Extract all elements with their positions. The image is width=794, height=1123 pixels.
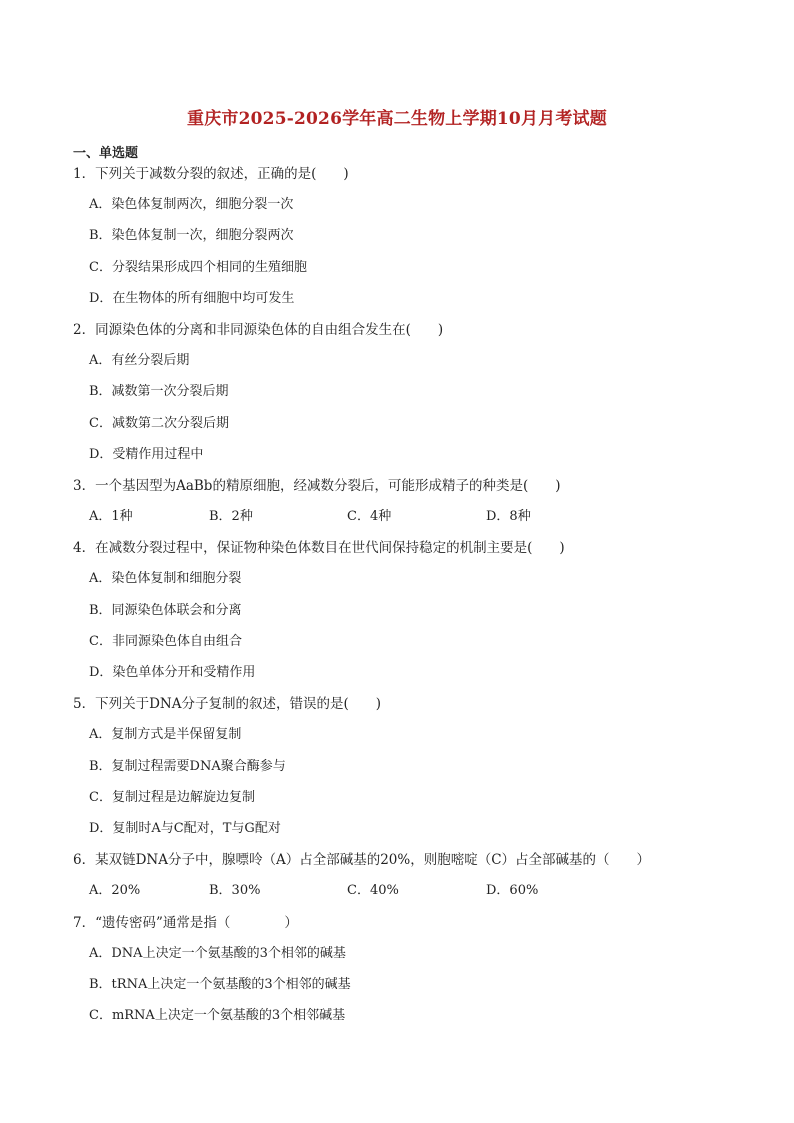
option-c: C．分裂结果形成四个相同的生殖细胞	[89, 259, 307, 275]
option-c: C．mRNA上决定一个氨基酸的3个相邻碱基	[89, 1008, 346, 1024]
option-d: D．染色单体分开和受精作用	[89, 665, 256, 680]
question-2	[73, 320, 733, 476]
option-a: A．1种	[89, 509, 133, 525]
option-b: B．减数第一次分裂后期	[89, 384, 229, 400]
option-d: D．在生物体的所有细胞中均可发生	[89, 290, 295, 306]
question-6	[73, 850, 733, 912]
question-5	[73, 694, 733, 850]
question-3	[73, 476, 733, 538]
option-a: A．染色体复制和细胞分裂	[89, 571, 242, 587]
option-list	[73, 944, 733, 1038]
option-b: B．tRNA上决定一个氨基酸的3个相邻的碱基	[89, 976, 351, 992]
question-list	[73, 164, 733, 1037]
option-d: D．8种	[486, 509, 531, 525]
option-c: C．40%	[347, 883, 399, 899]
option-c: C．非同源染色体自由组合	[89, 633, 242, 649]
question-stem: 2．同源染色体的分离和非同源染色体的自由组合发生在( )	[73, 321, 444, 338]
question-stem: 5．下列关于DNA分子复制的叙述，错误的是( )	[73, 696, 382, 713]
option-a: A．复制方式是半保留复制	[89, 727, 242, 743]
question-stem: 4．在减数分裂过程中，保证物种染色体数目在世代间保持稳定的机制主要是( )	[73, 540, 565, 557]
option-c: C．减数第二次分裂后期	[89, 415, 229, 431]
option-list	[73, 195, 733, 320]
question-1	[73, 164, 733, 320]
question-stem: 1．下列关于减数分裂的叙述，正确的是( )	[73, 166, 349, 182]
option-row	[89, 881, 733, 912]
question-7	[73, 913, 733, 1038]
option-list	[73, 569, 733, 694]
question-stem: 3．一个基因型为AaBb的精原细胞，经减数分裂后，可能形成精子的种类是( )	[73, 477, 561, 494]
option-row	[89, 507, 733, 538]
page-title: 重庆市2025-2026学年高二生物上学期10月月考试题	[187, 109, 607, 129]
option-b: B．30%	[209, 883, 261, 899]
option-a: A．20%	[89, 883, 141, 899]
option-d: D．受精作用过程中	[89, 446, 204, 462]
option-b: B．染色体复制一次，细胞分裂两次	[89, 228, 294, 244]
option-b: B．复制过程需要DNA聚合酶参与	[89, 758, 286, 774]
option-list	[73, 351, 733, 476]
question-stem: 6．某双链DNA分子中，腺嘌呤（A）占全部碱基的20%，则胞嘧啶（C）占全部碱基的（ ）	[73, 852, 651, 869]
option-list	[73, 881, 733, 912]
question-4	[73, 538, 733, 694]
option-a: A．DNA上决定一个氨基酸的3个相邻的碱基	[89, 945, 346, 961]
option-d: D．复制时A与C配对，T与G配对	[89, 820, 281, 836]
option-c: C．4种	[347, 509, 392, 525]
option-d: D．60%	[486, 883, 539, 899]
option-b: B．同源染色体联会和分离	[89, 602, 242, 618]
question-stem: 7．“遗传密码”通常是指（ ）	[73, 914, 298, 931]
option-list	[73, 507, 733, 538]
option-c: C．复制过程是边解旋边复制	[89, 789, 255, 805]
option-b: B．2种	[209, 509, 253, 525]
section-heading: 一、单选题	[73, 146, 139, 161]
option-a: A．有丝分裂后期	[89, 353, 190, 369]
option-list	[73, 725, 733, 850]
option-a: A．染色体复制两次，细胞分裂一次	[89, 197, 294, 213]
